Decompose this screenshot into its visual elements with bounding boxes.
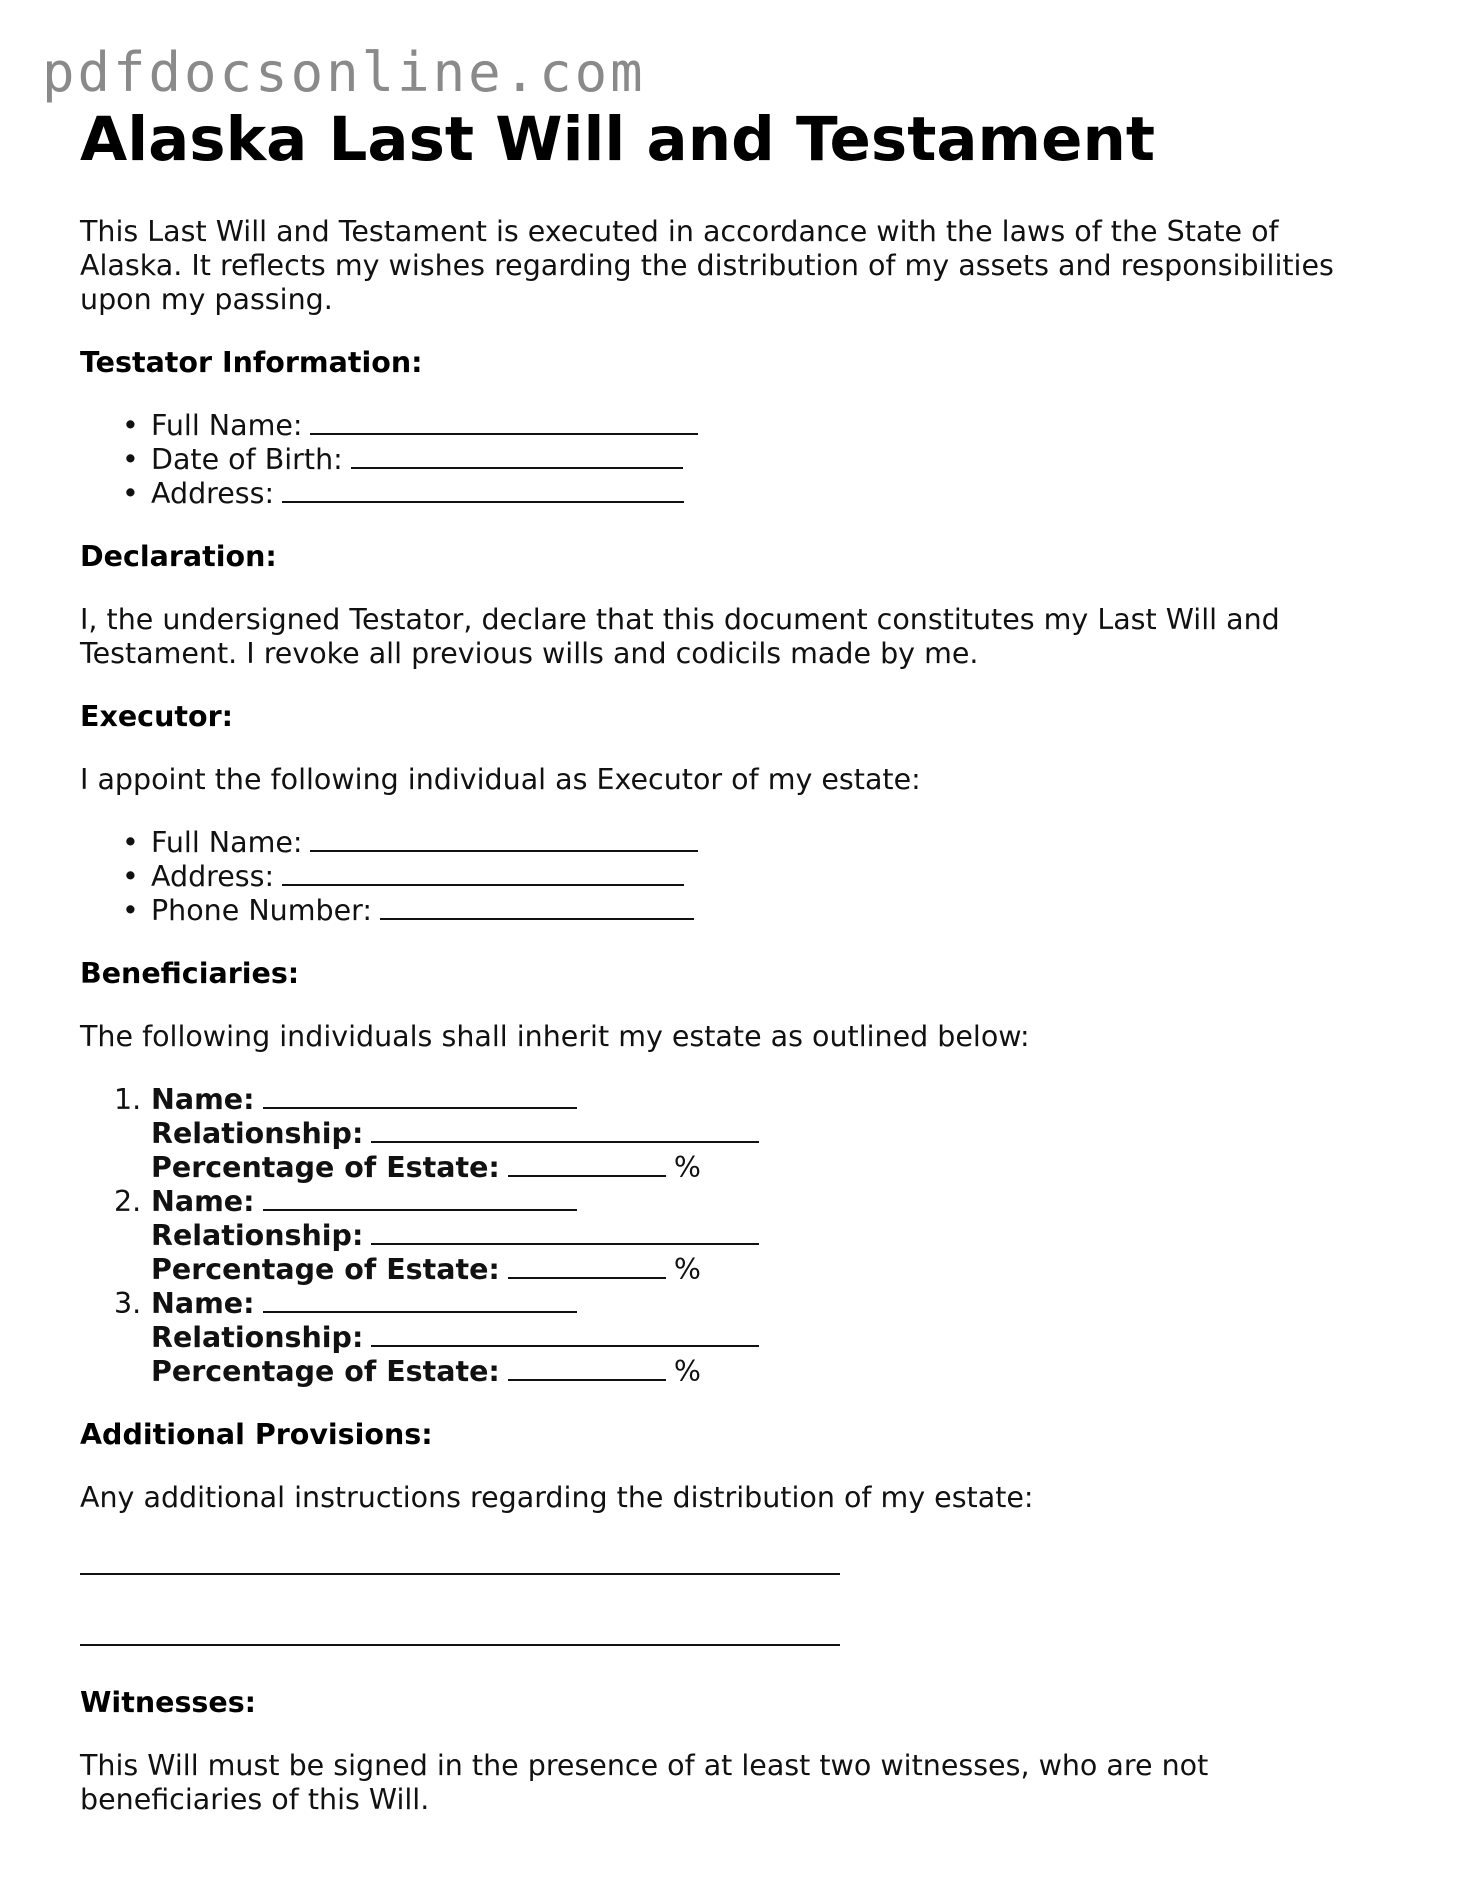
additional-provisions-heading: Additional Provisions: (80, 1418, 433, 1452)
beneficiary-name-row: Name: (151, 1185, 1380, 1219)
list-number: 1. (114, 1083, 142, 1117)
beneficiary-item (114, 1287, 1380, 1389)
document-page (80, 100, 1380, 1817)
watermark: pdfdocsonline.com (42, 41, 646, 104)
beneficiaries-heading: Beneficiaries: (80, 957, 300, 991)
beneficiary-relationship-blank[interactable] (371, 1219, 759, 1245)
percent-sign: % (673, 1355, 701, 1389)
executor-text: I appoint the following individual as Executor of my estate: (80, 763, 921, 797)
bullet-icon: • (122, 894, 139, 928)
dob-blank[interactable] (351, 443, 683, 469)
additional-line-1[interactable] (80, 1573, 840, 1575)
field-label: Phone Number: (151, 894, 372, 928)
percent-sign: % (673, 1151, 701, 1185)
field-label: Address: (151, 477, 275, 511)
field-label: Address: (151, 860, 275, 894)
beneficiary-name-blank[interactable] (263, 1083, 577, 1109)
full-name-blank[interactable] (310, 409, 698, 435)
beneficiary-name-blank[interactable] (263, 1185, 577, 1211)
executor-phone-field (122, 894, 1380, 928)
beneficiaries-text: The following individuals shall inherit my estate as outlined below: (80, 1020, 1030, 1054)
additional-line-2[interactable] (80, 1644, 840, 1646)
bullet-icon: • (122, 409, 139, 443)
beneficiary-relationship-row: Relationship: (151, 1117, 1380, 1151)
list-number: 3. (114, 1287, 142, 1321)
bullet-icon: • (122, 477, 139, 511)
intro-paragraph: This Last Will and Testament is executed in accordance with the laws of the State of Alaska. It reflects my wishes regarding the distribution of my assets and responsibilities upon my passing. (80, 215, 1334, 317)
beneficiary-percentage-row: Percentage of Estate: % (151, 1355, 701, 1389)
field-label: Full Name: (151, 826, 303, 860)
additional-provisions-text: Any additional instructions regarding the distribution of my estate: (80, 1481, 1034, 1515)
witnesses-text: This Will must be signed in the presence of at least two witnesses, who are not beneficiaries of this Will. (80, 1749, 1209, 1817)
beneficiary-relationship-blank[interactable] (371, 1117, 759, 1143)
beneficiary-name-row: Name: (151, 1287, 1380, 1321)
beneficiary-item (114, 1083, 1380, 1185)
beneficiary-percentage-blank[interactable] (508, 1355, 666, 1381)
beneficiary-relationship-row: Relationship: (151, 1219, 1380, 1253)
address-blank[interactable] (282, 477, 684, 503)
beneficiaries-list (80, 1083, 1380, 1389)
field-label: Full Name: (151, 409, 303, 443)
executor-full-name-field (122, 826, 1380, 860)
beneficiary-percentage-row: Percentage of Estate: % (151, 1253, 701, 1287)
bullet-icon: • (122, 826, 139, 860)
declaration-heading: Declaration: (80, 540, 277, 574)
bullet-icon: • (122, 443, 139, 477)
field-label: Date of Birth: (151, 443, 343, 477)
testator-full-name-field (122, 409, 1380, 443)
testator-address-field (122, 477, 1380, 511)
testator-fields (80, 409, 1380, 511)
executor-heading: Executor: (80, 700, 234, 734)
executor-phone-blank[interactable] (380, 894, 694, 920)
executor-address-field (122, 860, 1380, 894)
testator-dob-field (122, 443, 1380, 477)
beneficiary-name-blank[interactable] (263, 1287, 577, 1313)
executor-address-blank[interactable] (282, 860, 684, 886)
witnesses-heading: Witnesses: (80, 1686, 257, 1720)
beneficiary-percentage-blank[interactable] (508, 1253, 666, 1279)
executor-name-blank[interactable] (310, 826, 698, 852)
beneficiary-name-row: Name: (151, 1083, 1380, 1117)
beneficiary-percentage-blank[interactable] (508, 1151, 666, 1177)
beneficiary-relationship-row: Relationship: (151, 1321, 1380, 1355)
executor-fields (80, 826, 1380, 928)
beneficiary-relationship-blank[interactable] (371, 1321, 759, 1347)
beneficiary-item (114, 1185, 1380, 1287)
beneficiary-percentage-row: Percentage of Estate: % (151, 1151, 701, 1185)
list-number: 2. (114, 1185, 142, 1219)
declaration-text: I, the undersigned Testator, declare that this document constitutes my Last Will and Testament. I revoke all previous wills and codicils made by me. (80, 603, 1280, 671)
percent-sign: % (673, 1253, 701, 1287)
bullet-icon: • (122, 860, 139, 894)
testator-heading: Testator Information: (80, 346, 423, 380)
document-title: Alaska Last Will and Testament (80, 104, 1156, 175)
